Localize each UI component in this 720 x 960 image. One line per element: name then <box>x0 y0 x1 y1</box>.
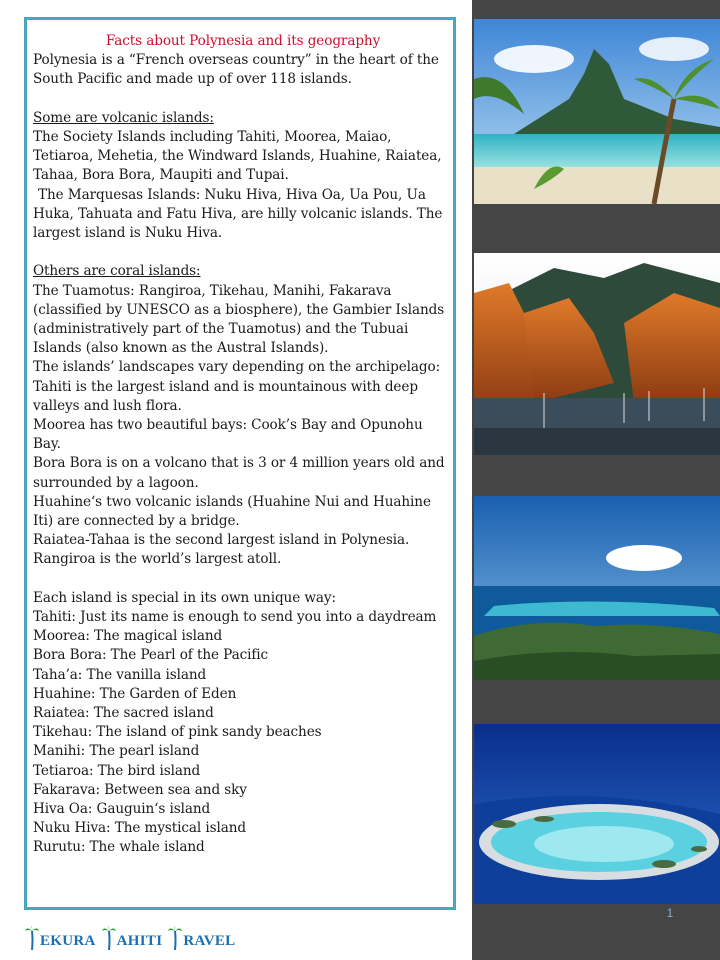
island-nickname: Bora Bora: The Pearl of the Pacific <box>33 647 269 664</box>
volcanic-heading: Some are volcanic islands: <box>33 109 214 126</box>
island-nickname: Huahine: The Garden of Eden <box>33 685 237 702</box>
volcanic-paragraph-2: The Marquesas Islands: Nuku Hiva, Hiva Oa, Ua Pou, Ua Huka, Tahuata and Fatu Hiva, are hilly volcanic islands. The largest island is Nuku Hiva. <box>33 186 443 242</box>
intro-paragraph: Polynesia is a “French overseas country” in the heart of the South Pacific and made up of over 118 islands. <box>33 52 439 88</box>
photo-marquesas-bay <box>474 253 720 455</box>
palm-tree-icon <box>168 924 182 950</box>
island-nickname: Rurutu: The whale island <box>33 839 205 856</box>
island-nickname: Moorea: The magical island <box>33 628 223 645</box>
island-nickname: Taha’a: The vanilla island <box>33 666 207 683</box>
island-nickname: Nuku Hiva: The mystical island <box>33 820 247 837</box>
palm-tree-icon <box>102 924 116 950</box>
special-heading: Each island is special in its own unique way: <box>33 589 336 606</box>
logo-word-tahiti <box>102 924 163 950</box>
coral-line: Moorea has two beautiful bays: Cook’s Bay and Opunohu Bay. <box>33 417 423 453</box>
island-nickname: Raiatea: The sacred island <box>33 705 214 722</box>
coral-line: Bora Bora is on a volcano that is 3 or 4 million years old and surrounded by a lagoon. <box>33 455 445 491</box>
volcanic-paragraph-1: The Society Islands including Tahiti, Moorea, Maiao, Tetiaroa, Mehetia, the Windward Islands, Huahine, Raiatea, Tahaa, Bora Bora, Maupiti and Tupai. <box>33 129 442 184</box>
logo-word-travel <box>168 924 235 950</box>
document-body <box>33 32 453 858</box>
coral-line: The Tuamotus: Rangiroa, Tikehau, Manihi, Fakarava (classified by UNESCO as a biosphere), the Gambier Islands (administratively part of the Tuamotus) and the Tubuai Islands (also known as the Austral Islands). <box>33 282 445 357</box>
coral-line: Raiatea-Tahaa is the second largest island in Polynesia. <box>33 532 410 549</box>
island-nickname: Hiva Oa: Gauguin‘s island <box>33 801 211 818</box>
page-title: Facts about Polynesia and its geography <box>105 33 381 49</box>
photo-atoll-lagoon <box>474 724 720 904</box>
logo-text: AHITI <box>116 933 163 949</box>
island-nickname: Tahiti: Just its name is enough to send you into a daydream <box>33 609 437 626</box>
coral-line: Huahine‘s two volcanic islands (Huahine Nui and Huahine Iti) are connected by a bridge. <box>33 493 431 530</box>
photo-bora-bora-beach <box>474 19 720 204</box>
coral-line: The islands’ landscapes vary depending on the archipelago: Tahiti is the largest island and is mountainous with deep valleys and lush flora. <box>33 359 441 414</box>
logo-word-tekura <box>25 924 96 950</box>
coral-heading: Others are coral islands: <box>33 263 201 280</box>
island-nickname: Tetiaroa: The bird island <box>33 762 201 779</box>
logo-text: EKURA <box>40 933 96 949</box>
page-number: 1 <box>666 906 674 920</box>
logo-text: RAVEL <box>183 933 236 949</box>
coral-line: Rangiroa is the world’s largest atoll. <box>33 551 282 568</box>
island-nickname: Manihi: The pearl island <box>33 743 200 760</box>
brand-logo <box>25 920 241 950</box>
island-nickname: Tikehau: The island of pink sandy beaches <box>33 724 322 741</box>
island-nickname: Fakarava: Between sea and sky <box>33 781 247 798</box>
palm-tree-icon <box>25 924 39 950</box>
photo-moorea-coast <box>474 496 720 680</box>
